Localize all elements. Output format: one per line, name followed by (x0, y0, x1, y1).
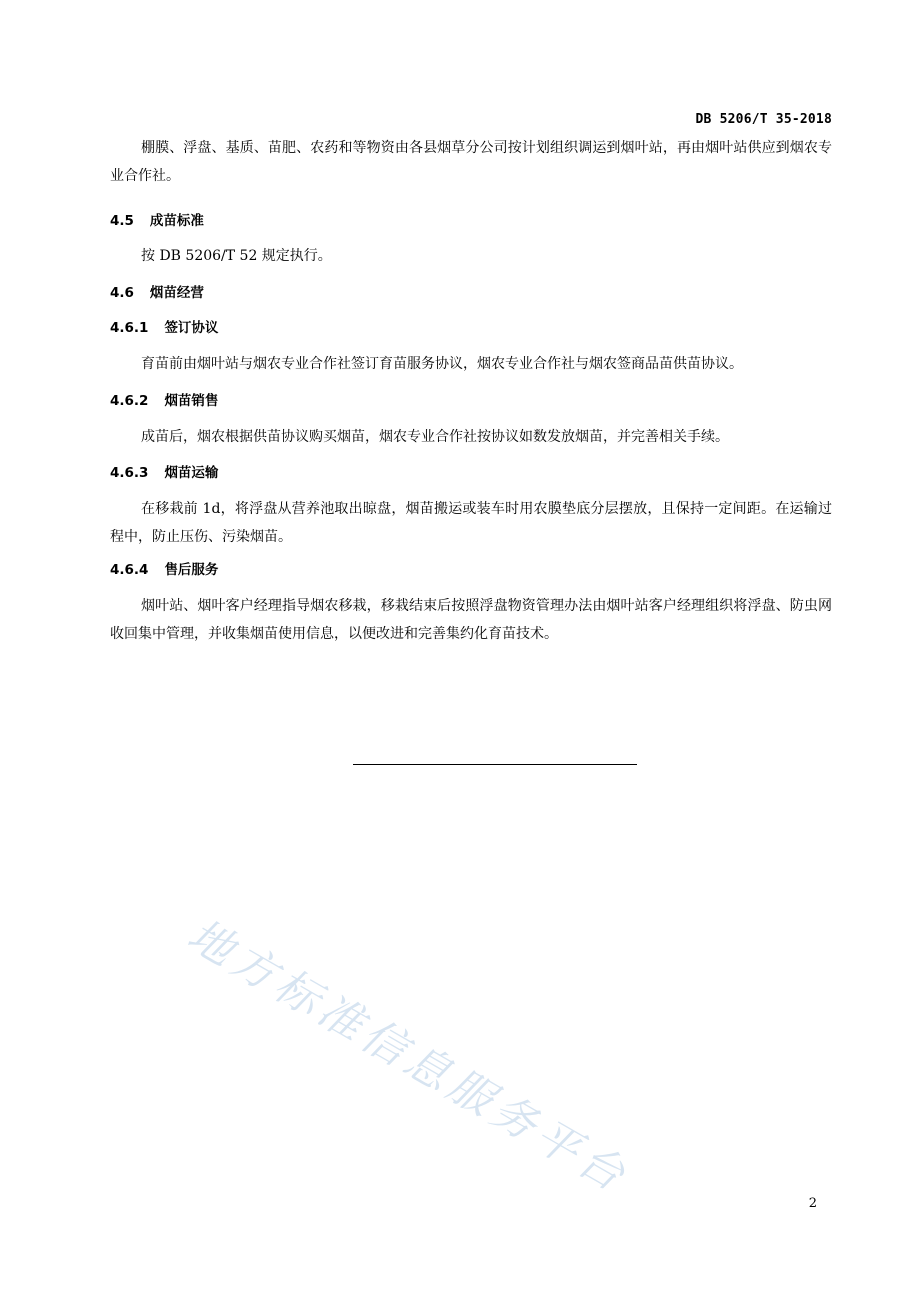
heading-title: 成苗标准 (149, 213, 204, 229)
heading-number: 4.6.1 (110, 320, 149, 336)
paragraph-4-5: 按 DB 5206/T 52 规定执行。 (141, 248, 332, 264)
paragraph-4-6-3: 在移栽前 1d，将浮盘从营养池取出晾盘，烟苗搬运或装车时用农膜垫底分层摆放，且保持一定间距。在运输过程中，防止压伤、污染烟苗。 (110, 501, 832, 545)
heading-4-6-4 (110, 560, 218, 580)
heading-4-6-2 (110, 391, 218, 411)
heading-4-6-1 (110, 318, 218, 338)
paragraph-4-6-4: 烟叶站、烟叶客户经理指导烟农移栽，移栽结束后按照浮盘物资管理办法由烟叶站客户经理组织将浮盘、防虫网收回集中管理，并收集烟苗使用信息，以便改进和完善集约化育苗技术。 (110, 598, 832, 642)
heading-title: 烟苗销售 (164, 393, 219, 409)
heading-number: 4.6.2 (110, 393, 149, 409)
heading-number: 4.5 (110, 213, 134, 229)
document-code: DB 5206/T 35-2018 (695, 112, 832, 127)
paragraph-4-6-2: 成苗后，烟农根据供苗协议购买烟苗，烟农专业合作社按协议如数发放烟苗，并完善相关手续。 (141, 429, 729, 445)
heading-title: 签订协议 (164, 320, 219, 336)
page-number: 2 (808, 1196, 817, 1211)
paragraph-4-6-1: 育苗前由烟叶站与烟农专业合作社签订育苗服务协议，烟农专业合作社与烟农签商品苗供苗协议。 (141, 356, 743, 372)
heading-number: 4.6 (110, 285, 134, 301)
heading-number: 4.6.4 (110, 562, 149, 578)
heading-4-5 (110, 211, 204, 231)
heading-title: 售后服务 (164, 562, 219, 578)
intro-paragraph: 棚膜、浮盘、基质、苗肥、农药和等物资由各县烟草分公司按计划组织调运到烟叶站，再由烟叶站供应到烟农专业合作社。 (110, 140, 832, 184)
heading-number: 4.6.3 (110, 465, 149, 481)
heading-4-6-3 (110, 463, 218, 483)
end-of-document-rule (353, 764, 637, 765)
heading-title: 烟苗经营 (149, 285, 204, 301)
heading-title: 烟苗运输 (164, 465, 219, 481)
watermark: 地方标准信息服务平台 (179, 909, 638, 1204)
heading-4-6 (110, 283, 204, 303)
